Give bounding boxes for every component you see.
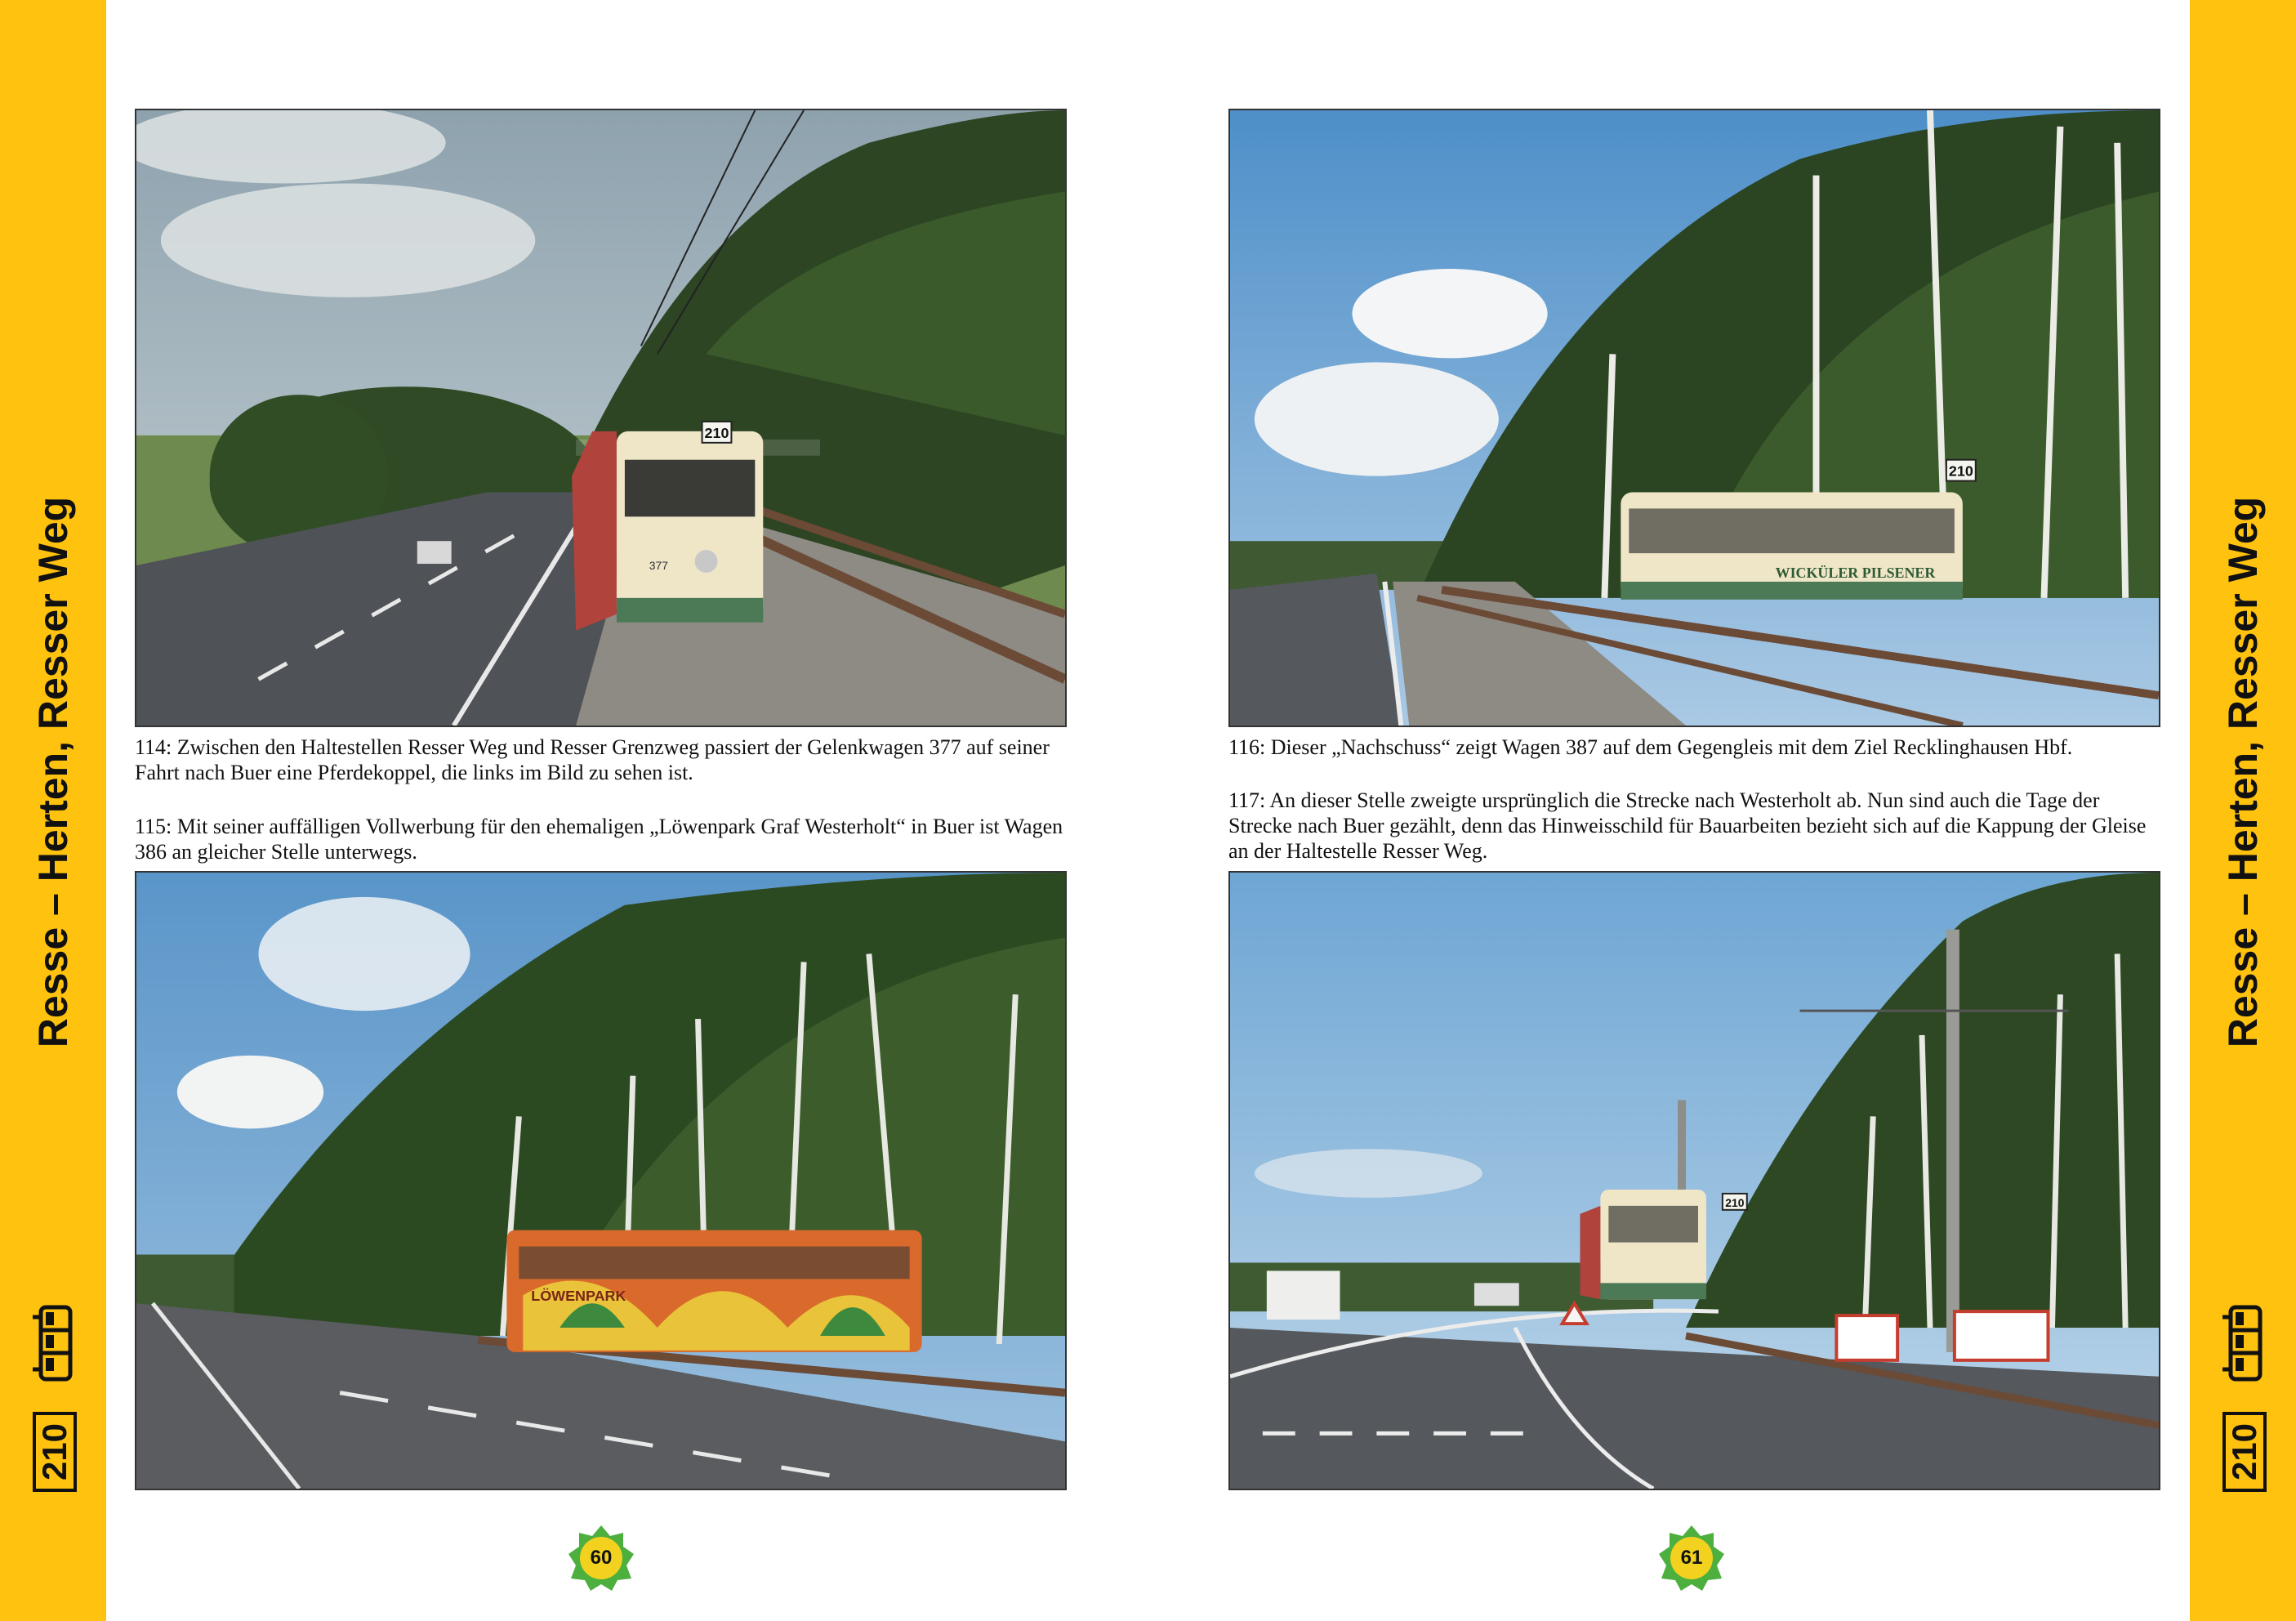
tram-route-sign-114: 210 [704,424,729,441]
right-side-bar [2190,0,2296,1621]
page-number-right: 61 [1680,1547,1703,1569]
tram-fleet-number-114: 377 [649,559,669,573]
tram-advert-115: LÖWENPARK [531,1288,626,1305]
caption-115: 115: Mit seiner auffälligen Vollwerbung für den ehemaligen „Löwenpark Graf Westerholt“ in Buer ist Wagen 386 an gleicher Stelle unterwegs. [135,815,1063,864]
caption-116: 116: Dieser „Nachschuss“ zeigt Wagen 387 auf dem Gegengleis mit dem Ziel Recklinghausen Hbf. [1228,735,2073,759]
section-title-right: Resse – Herten, Resser Weg [2220,496,2266,1048]
line-number-left: 210 [35,1422,74,1481]
photo-114 [135,109,1067,727]
page-number-left: 60 [590,1547,613,1569]
caption-117: 117: An dieser Stelle zweigte ursprünglich die Strecke nach Westerholt ab. Nun sind auch die Tage der Strecke nach Buer gezählt, denn das Hinweisschild für Bauarbeiten bezieht sich auf die Kappung der Gleise an der Haltestelle Resser Weg. [1228,788,2147,863]
photo-117 [1228,871,2160,1490]
tram-icon [31,1301,78,1386]
line-number-badge-left [33,1412,77,1492]
photo-115 [135,871,1067,1490]
page-number-badge-right [1658,1525,1725,1592]
tram-route-sign-116: 210 [1948,462,1973,480]
tram-advert-116: WICKÜLER PILSENER [1775,564,1936,581]
page-number-badge-left [568,1525,635,1592]
caption-114: 114: Zwischen den Haltestellen Resser Weg und Resser Grenzweg passiert der Gelenkwagen 377 auf seiner Fahrt nach Buer eine Pferdekoppel, die links im Bild zu sehen ist. [135,735,1050,784]
left-side-bar [0,0,106,1621]
line-number-right: 210 [2225,1422,2264,1481]
tram-icon [2221,1301,2268,1386]
photo-116 [1228,109,2160,727]
tram-route-sign-117: 210 [1725,1195,1745,1209]
line-number-badge-right [2222,1412,2267,1492]
section-title-left: Resse – Herten, Resser Weg [30,496,76,1048]
